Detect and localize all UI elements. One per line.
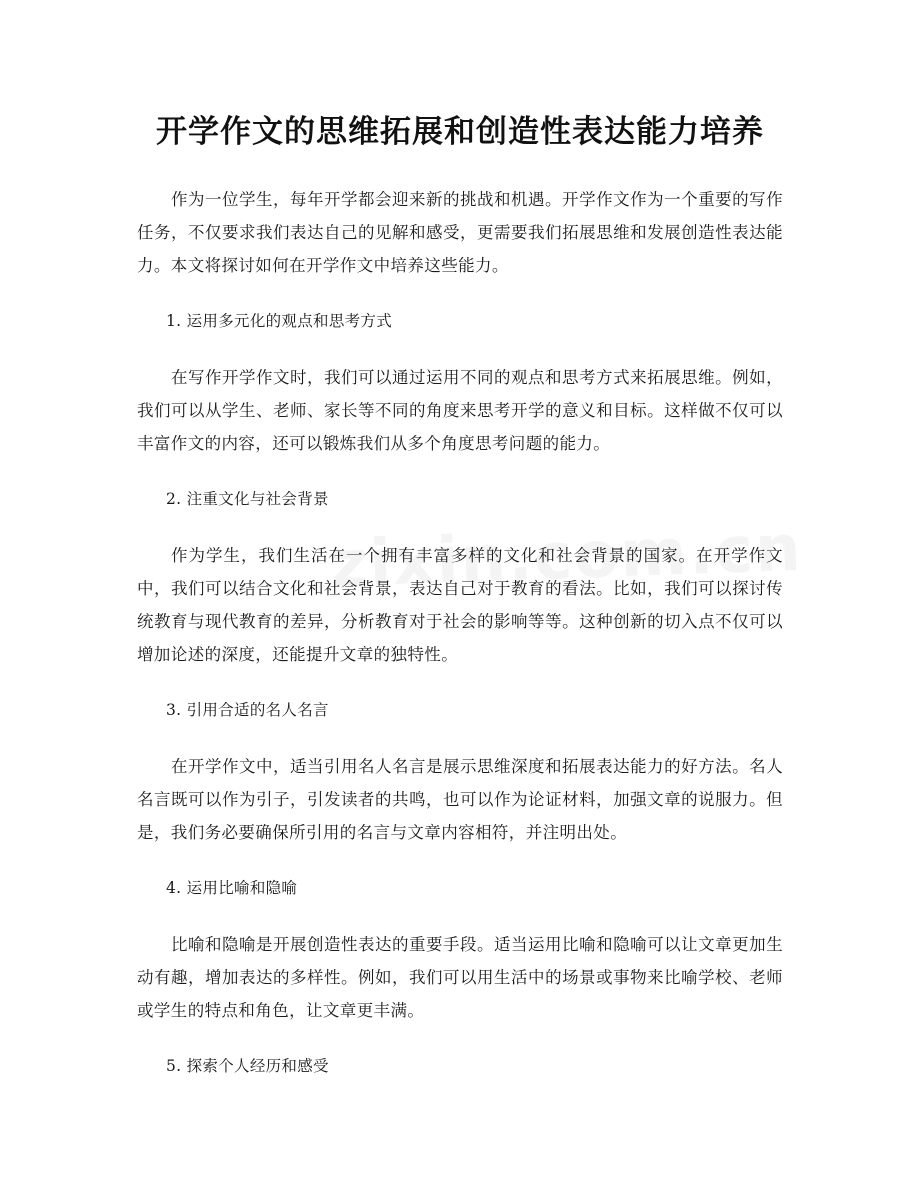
section-body-1: 在写作开学作文时，我们可以通过运用不同的观点和思考方式来拓展思维。例如，我们可以从学生、老师、家长等不同的角度来思考开学的意义和目标。这样做不仅可以丰富作文的内容，还可以锻炼我们从多个角度思考问题的能力。 [137,368,783,453]
document-body [137,183,783,1106]
document-title: 开学作文的思维拓展和创造性表达能力培养 [156,114,764,150]
section-body-3: 在开学作文中，适当引用名人名言是展示思维深度和拓展表达能力的好方法。名人名言既可以作为引子，引发读者的共鸣，也可以作为论证材料，加强文章的说服力。但是，我们务必要确保所引用的名言与文章内容相符，并注明出处。 [137,757,783,842]
section-heading-3: 3. 引用合适的名人名言 [166,701,329,719]
section-heading-4: 4. 运用比喻和隐喻 [166,879,298,897]
section-heading-5: 5. 探索个人经历和感受 [166,1057,329,1075]
section-body-4: 比喻和隐喻是开展创造性表达的重要手段。适当运用比喻和隐喻可以让文章更加生动有趣，增加表达的多样性。例如，我们可以用生活中的场景或事物来比喻学校、老师或学生的特点和角色，让文章更丰满。 [137,935,783,1020]
section-body-2: 作为学生，我们生活在一个拥有丰富多样的文化和社会背景的国家。在开学作文中，我们可以结合文化和社会背景，表达自己对于教育的看法。比如，我们可以探讨传统教育与现代教育的差异，分析教育对于社会的影响等等。这种创新的切入点不仅可以增加论述的深度，还能提升文章的独特性。 [137,546,783,664]
section-heading-1: 1. 运用多元化的观点和思考方式 [166,312,393,330]
intro-paragraph: 作为一位学生，每年开学都会迎来新的挑战和机遇。开学作文作为一个重要的写作任务，不仅要求我们表达自己的见解和感受，更需要我们拓展思维和发展创造性表达能力。本文将探讨如何在开学作文中培养这些能力。 [137,190,783,275]
section-heading-2: 2. 注重文化与社会背景 [166,490,329,508]
